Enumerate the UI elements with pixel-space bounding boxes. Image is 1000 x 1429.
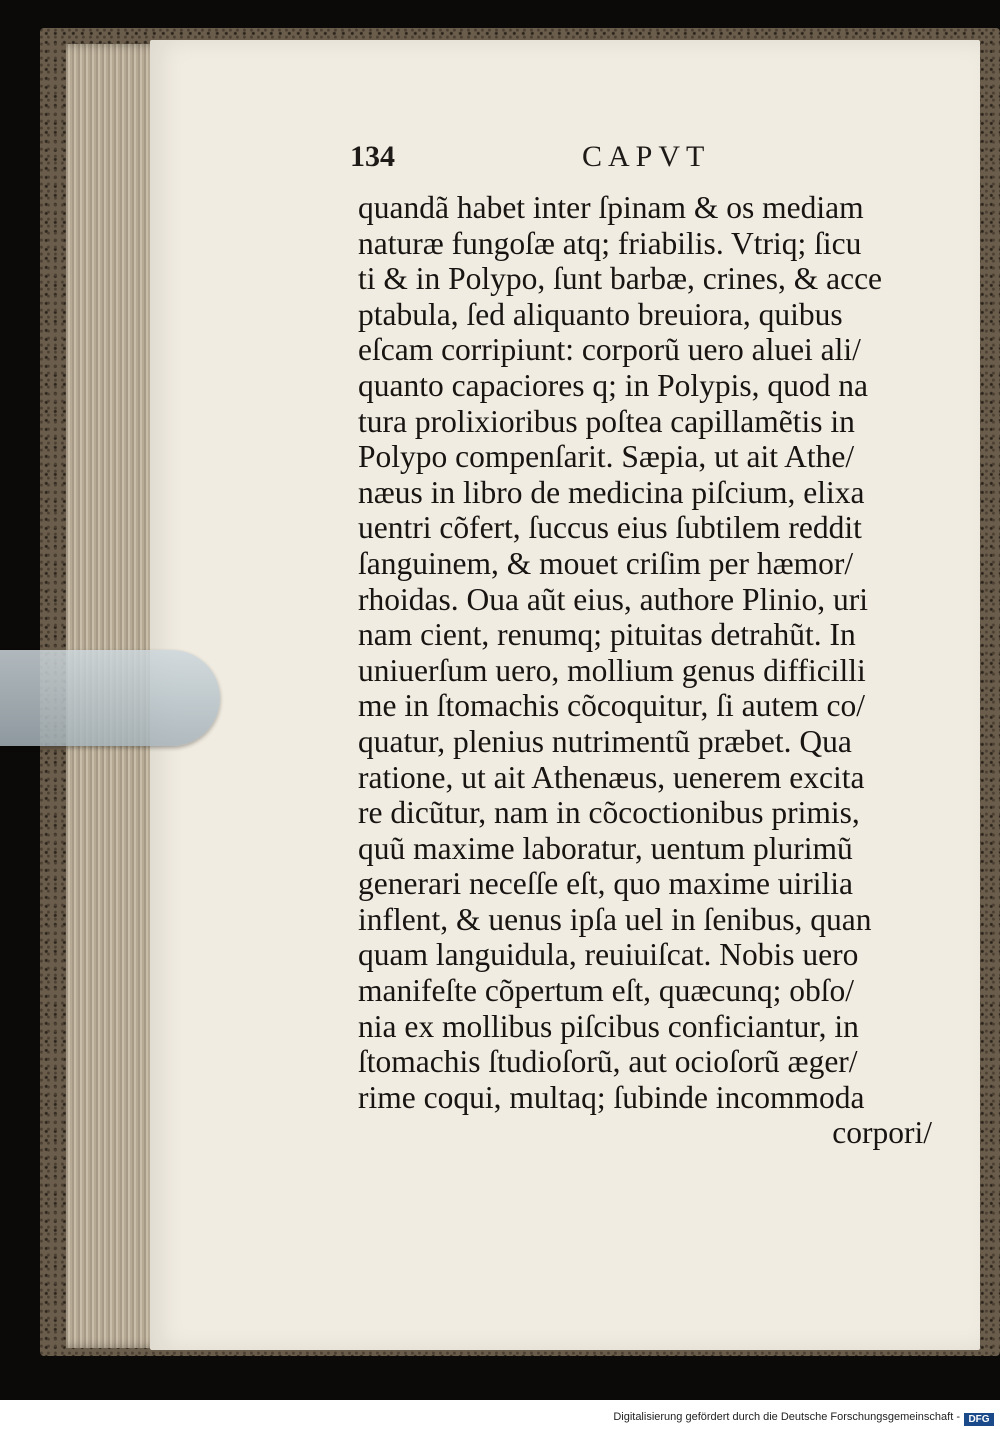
text-line: ti & in Polypo, ſunt barbæ, crines, & acce (358, 261, 883, 297)
text-line: corpori/ (832, 1115, 932, 1151)
text-line: manifeſte cõpertum eſt, quæcunq; obſo/ (358, 973, 855, 1009)
text-line: quũ maxime laboratur, uentum plurimũ (358, 830, 853, 866)
text-line: ratione, ut ait Athenæus, uenerem excita (358, 759, 865, 795)
dfg-logo: DFG (964, 1413, 994, 1426)
page-clip (0, 650, 220, 746)
page-number: 134 (350, 140, 395, 173)
text-line: uentri cõfert, ſuccus eius ſubtilem reddit (358, 510, 862, 546)
text-line: ptabula, ſed aliquanto breuiora, quibus (358, 296, 843, 332)
text-line: eſcam corripiunt: corporũ uero aluei ali/ (358, 332, 861, 368)
funding-notice: Digitalisierung gefördert durch die Deutsche Forschungsgemeinschaft - (613, 1411, 960, 1423)
text-line: ſanguinem, & mouet criſim per hæmor/ (358, 545, 854, 581)
text-line: me in ſtomachis cõcoquitur, ſi autem co/ (358, 688, 865, 724)
text-line: uniuerſum uero, mollium genus difficilli (358, 652, 866, 688)
text-line: quanto capaciores q; in Polypis, quod na (358, 367, 869, 403)
text-line: næus in libro de medicina piſcium, elixa (358, 474, 865, 510)
footer (0, 1411, 1000, 1429)
text-line: rime coqui, multaq; ſubinde incommoda (358, 1079, 865, 1115)
text-line: naturæ fungoſæ atq; friabilis. Vtriq; ſicu (358, 225, 862, 261)
text-line: quandã habet inter ſpinam & os mediam (358, 190, 864, 225)
running-head: CAPVT (582, 140, 711, 173)
text-line: generari neceſſe eſt, quo maxime uirilia (358, 866, 854, 902)
text-line: ſtomachis ſtudioſorũ, aut ocioſorũ æger/ (358, 1044, 858, 1080)
text-line: inflent, & uenus ipſa uel in ſenibus, quan (358, 901, 872, 937)
text-line: re dicũtur, nam in cõcoctionibus primis, (358, 795, 860, 831)
text-line: tura prolixioribus poſtea capillamẽtis in (358, 403, 855, 439)
text-block (358, 190, 938, 1151)
text-line: quatur, plenius nutrimentũ præbet. Qua (358, 723, 852, 759)
text-line: Polypo compenſarit. Sæpia, ut ait Athe/ (358, 439, 855, 475)
text-line: rhoidas. Oua aũt eius, authore Plinio, uri (358, 581, 869, 617)
text-line: quam languidula, reuiuiſcat. Nobis uero (358, 937, 859, 973)
text-line: nam cient, renumq; pituitas detrahũt. In (358, 617, 856, 653)
page-header (350, 140, 910, 180)
text-line: nia ex mollibus piſcibus conficiantur, in (358, 1008, 859, 1044)
